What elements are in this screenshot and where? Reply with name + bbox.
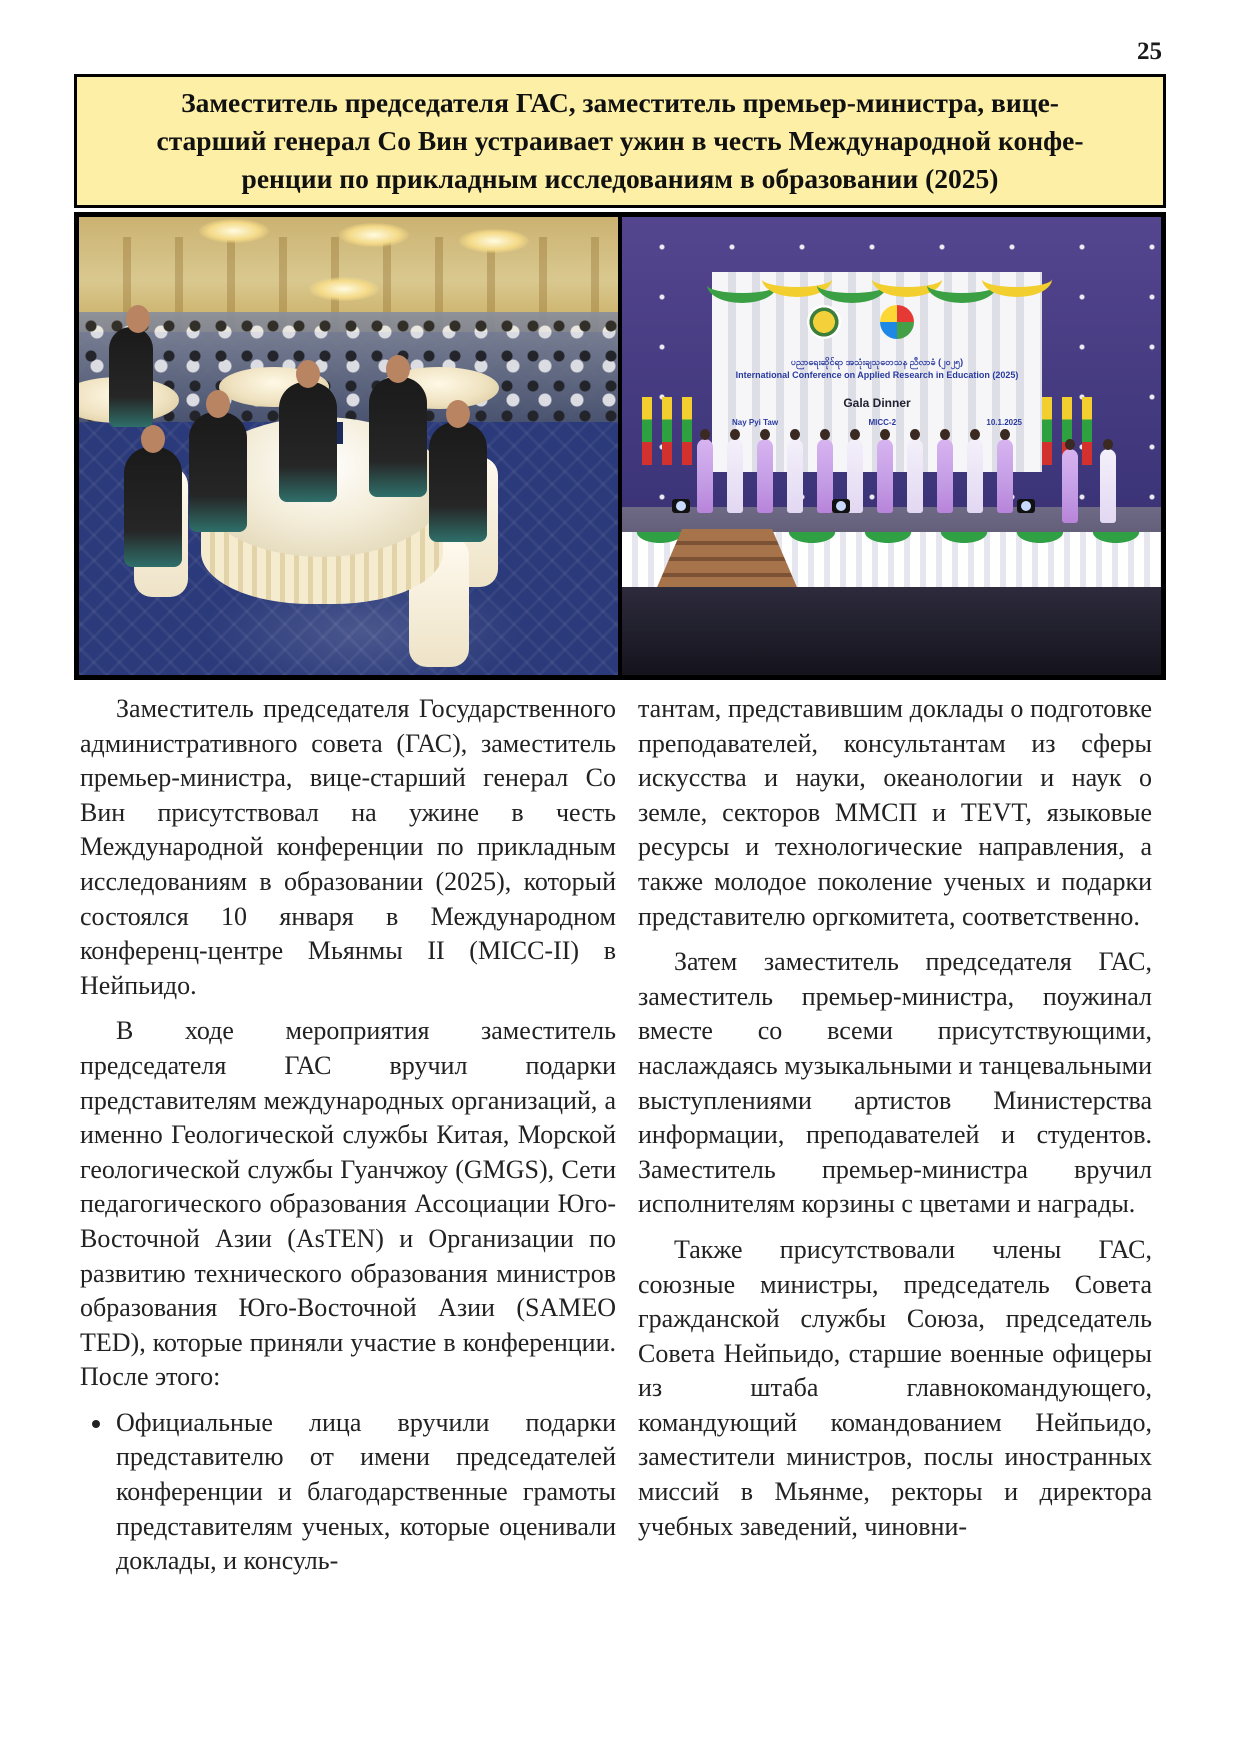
banner-title: International Conference on Applied Research in Education (2025) <box>735 370 1019 380</box>
paragraph: Заместитель председателя Государственного административного совета (ГАС), заместитель премьер-министра, вице-старший генерал Со Вин присутствовал на ужине в честь Международной конференции по прикладным исследованиям в образовании (2025), который состоялся 10 января в Международном конференц-центре Мьянмы II (MICC-II) в Нейпьидо. <box>80 694 616 1000</box>
dancer <box>817 439 833 513</box>
guest <box>429 422 487 542</box>
dancer <box>967 439 983 513</box>
dancer <box>997 439 1013 513</box>
flag <box>662 397 672 465</box>
education-logo-icon <box>880 305 914 339</box>
headline-line-1: Заместитель председателя ГАС, заместитель премьер-министра, вице- <box>181 87 1059 118</box>
headline-box <box>74 74 1166 208</box>
photo-strip <box>74 212 1166 680</box>
flag <box>642 397 652 465</box>
dancer <box>907 439 923 513</box>
banner-date: 10.1.2025 <box>986 418 1022 427</box>
paragraph: В ходе мероприятия заместитель председателя ГАС вручил подарки представителям международных организаций, а именно Геологической службы Китая, Морской геологической службы Гуанчжоу (GMGS), Сети педагогического образования Ассоциации Юго-Восточной Азии (AsTEN) и Организации по развитию технического образования министров образования Юго-Восточной Азии (SAMEO TED), которые приняли участие в конференции. После этого: <box>80 1016 616 1392</box>
dancer <box>787 439 803 513</box>
yellow-drape <box>982 261 1052 297</box>
paragraph-continuation: тантам, представившим доклады о подготовке преподавателей, консультантам из сферы искусства и науки, океанологии и наук о земле, секторов ММСП и TEVT, языковые ресурсы и технологические направления, а также молодое поколение ученых и подарки представителю оргкомитета, соответственно. <box>638 694 1152 931</box>
chandelier <box>199 219 269 243</box>
guest <box>109 327 153 427</box>
flag <box>682 397 692 465</box>
dancer <box>1100 449 1116 523</box>
stage-photo <box>622 217 1161 675</box>
guest <box>124 447 182 567</box>
chandelier <box>309 277 379 301</box>
banner-myanmar-title: ပညာရေးဆိုင်ရာ အသုံးချသုတေသန ညီလာခံ (၂၀၂၅) <box>790 357 964 367</box>
flag <box>1042 397 1052 465</box>
guest <box>189 412 247 532</box>
conference-emblem-icon <box>807 305 841 339</box>
flag <box>1082 397 1092 465</box>
bullet-item: • Официальные лица вручили подарки представителю от имени председателей конференции и благодарственные грамоты представителям ученых, которые оценивали доклады, и консуль- <box>114 1406 616 1579</box>
stage-light <box>672 499 690 513</box>
article-column-right <box>638 692 1152 1555</box>
banner-gala-dinner: Gala Dinner <box>843 396 911 410</box>
hall-floor <box>622 587 1161 675</box>
banquet-photo <box>79 217 618 675</box>
article-column-left <box>80 692 616 1579</box>
stage-banner <box>732 357 1022 427</box>
dancer <box>937 439 953 513</box>
dancer <box>757 439 773 513</box>
guest <box>369 377 427 497</box>
dancer <box>697 439 713 513</box>
page-number: 25 <box>1137 38 1162 65</box>
banner-location: Nay Pyi Taw <box>732 418 779 427</box>
paragraph: Затем заместитель председателя ГАС, заместитель премьер-министра, поужинал вместе со всеми присутствующими, наслаждаясь музыкальными и танцевальными выступлениями артистов Министерства информации, преподавателей и студентов. Заместитель премьер-министра вручил исполнителям корзины с цветами и награды. <box>638 947 1152 1219</box>
chandelier <box>339 223 409 247</box>
stage-light <box>1017 499 1035 513</box>
guest <box>279 382 337 502</box>
bullet-list <box>80 1406 616 1579</box>
headline-line-2: старший генерал Со Вин устраивает ужин в честь Международной конфе- <box>156 125 1084 156</box>
banner-venue: MICC-2 <box>868 418 897 427</box>
paragraph: Также присутствовали члены ГАС, союзные министры, председатель Совета гражданской службы Союза, председатель Совета Нейпьидо, старшие военные офицеры из штаба главнокомандующего, командующий командованием Нейпьидо, заместители министров, послы иностранных миссий в Мьянме, ректоры и директора учебных заведений, чиновни- <box>638 1234 1152 1541</box>
dancer <box>727 439 743 513</box>
stage-light <box>832 499 850 513</box>
headline-line-3: ренции по прикладным исследованиям в образовании (2025) <box>241 163 999 194</box>
chandelier <box>459 229 529 253</box>
dancer <box>877 439 893 513</box>
dancer <box>1062 449 1078 523</box>
